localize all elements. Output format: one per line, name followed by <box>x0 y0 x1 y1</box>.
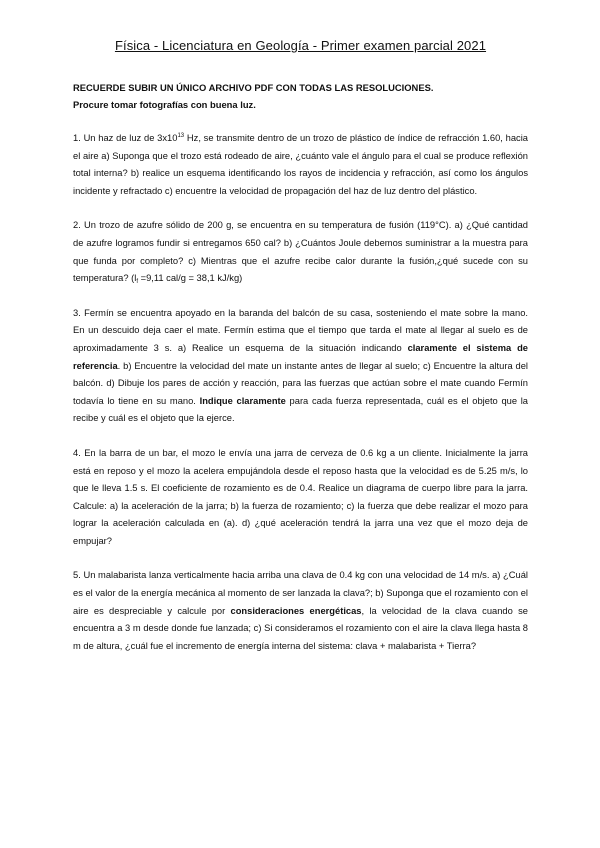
q5-text-b: , la velocidad de la clava cuando se encuentra a 3 m desde donde fue lanzada; c) Si consideramos el rozamiento con el aire la clava llega hasta 8 m de altura, ¿cuál fue el incremento de energía interna del sistema: clava + malabarista + Tierra? <box>73 605 528 651</box>
q1-text-b: Hz, se transmite dentro de un trozo de plástico de índice de refracción 1.60, hacia el aire a) Suponga que el trozo está rodeado de aire, ¿cuánto vale el ángulo para el cual se produce reflexión total interna? b) realice un esquema identificando los rayos de incidencia y refracción, así como los ángulos incidente y refractado c) encuentre la velocidad de propagación del haz de luz dentro del plástico. <box>73 133 528 196</box>
q2-text-b: =9,11 cal/g = 38,1 kJ/kg) <box>138 273 243 284</box>
q3-bold-reference: claramente el sistema de referencia <box>73 342 528 371</box>
q4-text: 4. En la barra de un bar, el mozo le envía una jarra de cerveza de 0.6 kg a un cliente. Inicialmente la jarra está en reposo y el mozo la acelera empujándola desde el reposo hasta que la velocidad es de 5.25 m/s, lo que le lleva 1.5 s. El coeficiente de rozamiento es de 0.4. Realice un diagrama de cuerpo libre para la jarra. Calcule: a) la aceleración de la jarra; b) la fuerza de rozamiento; c) la fuerza que debe realizar el mozo para lograr la aceleración calculada en (a). d) ¿qué aceleración tendrá la jarra una vez que el mozo deja de empujar? <box>73 447 528 546</box>
q5-bold-energy: consideraciones energéticas <box>230 605 362 616</box>
question-3 <box>73 305 528 428</box>
question-5 <box>73 567 528 655</box>
q1-text-a: 1. Un haz de luz de 3x10 <box>73 133 178 143</box>
page-title: Física - Licenciatura en Geología - Primer examen parcial 2021 <box>114 38 487 53</box>
q3-text-a: 3. Fermín se encuentra apoyado en la baranda del balcón de su casa, sosteniendo el mate sobre la mano. En un descuido deja caer el mate. Fermín estima que el tiempo que tarda el mate al llegar al suelo es de aproximadamente 3 s. a) Realice un esquema de la situación indicando <box>73 307 528 353</box>
q3-bold-indicate: Indique claramente <box>199 395 286 406</box>
question-2 <box>73 217 528 287</box>
q3-text-c: para cada fuerza representada, cuál es el objeto que la recibe y cuál es el objeto que la ejerce. <box>73 395 528 424</box>
question-4 <box>73 445 528 551</box>
question-1 <box>73 130 528 200</box>
q1-exponent: 13 <box>177 133 185 139</box>
q2-text-a: 2. Un trozo de azufre sólido de 200 g, se encuentra en su temperatura de fusión (119°C). a) ¿Qué cantidad de azufre logramos fundir si entregamos 650 cal? b) ¿Cuántos Joule debemos suministrar a la muestra para que funda por completo? c) Mientras que el azufre recibe calor durante la fusión,¿qué sucede con su temperatura? (l <box>73 220 528 284</box>
q5-text-a: 5. Un malabarista lanza verticalmente hacia arriba una clava de 0.4 kg con una velocidad de 14 m/s. a) ¿Cuál es el valor de la energía mecánica al momento de ser lanzada la clava?; b) Suponga que el rozamiento con el aire es despreciable y calcule por <box>73 570 529 616</box>
notice-line-1: RECUERDE SUBIR UN ÚNICO ARCHIVO PDF CON TODAS LAS RESOLUCIONES. <box>73 82 434 93</box>
notice-line-2: Procure tomar fotografías con buena luz. <box>73 99 256 110</box>
upload-notice <box>73 79 528 113</box>
q2-subscript: f <box>136 279 139 286</box>
q3-text-b: . b) Encuentre la velocidad del mate un instante antes de llegar al suelo; c) Encuentre la altura del balcón. d) Dibuje los pares de acción y reacción, para las fuerzas que actúan sobre el mate cuando Fermín todavía lo tiene en su mano. <box>73 360 528 406</box>
